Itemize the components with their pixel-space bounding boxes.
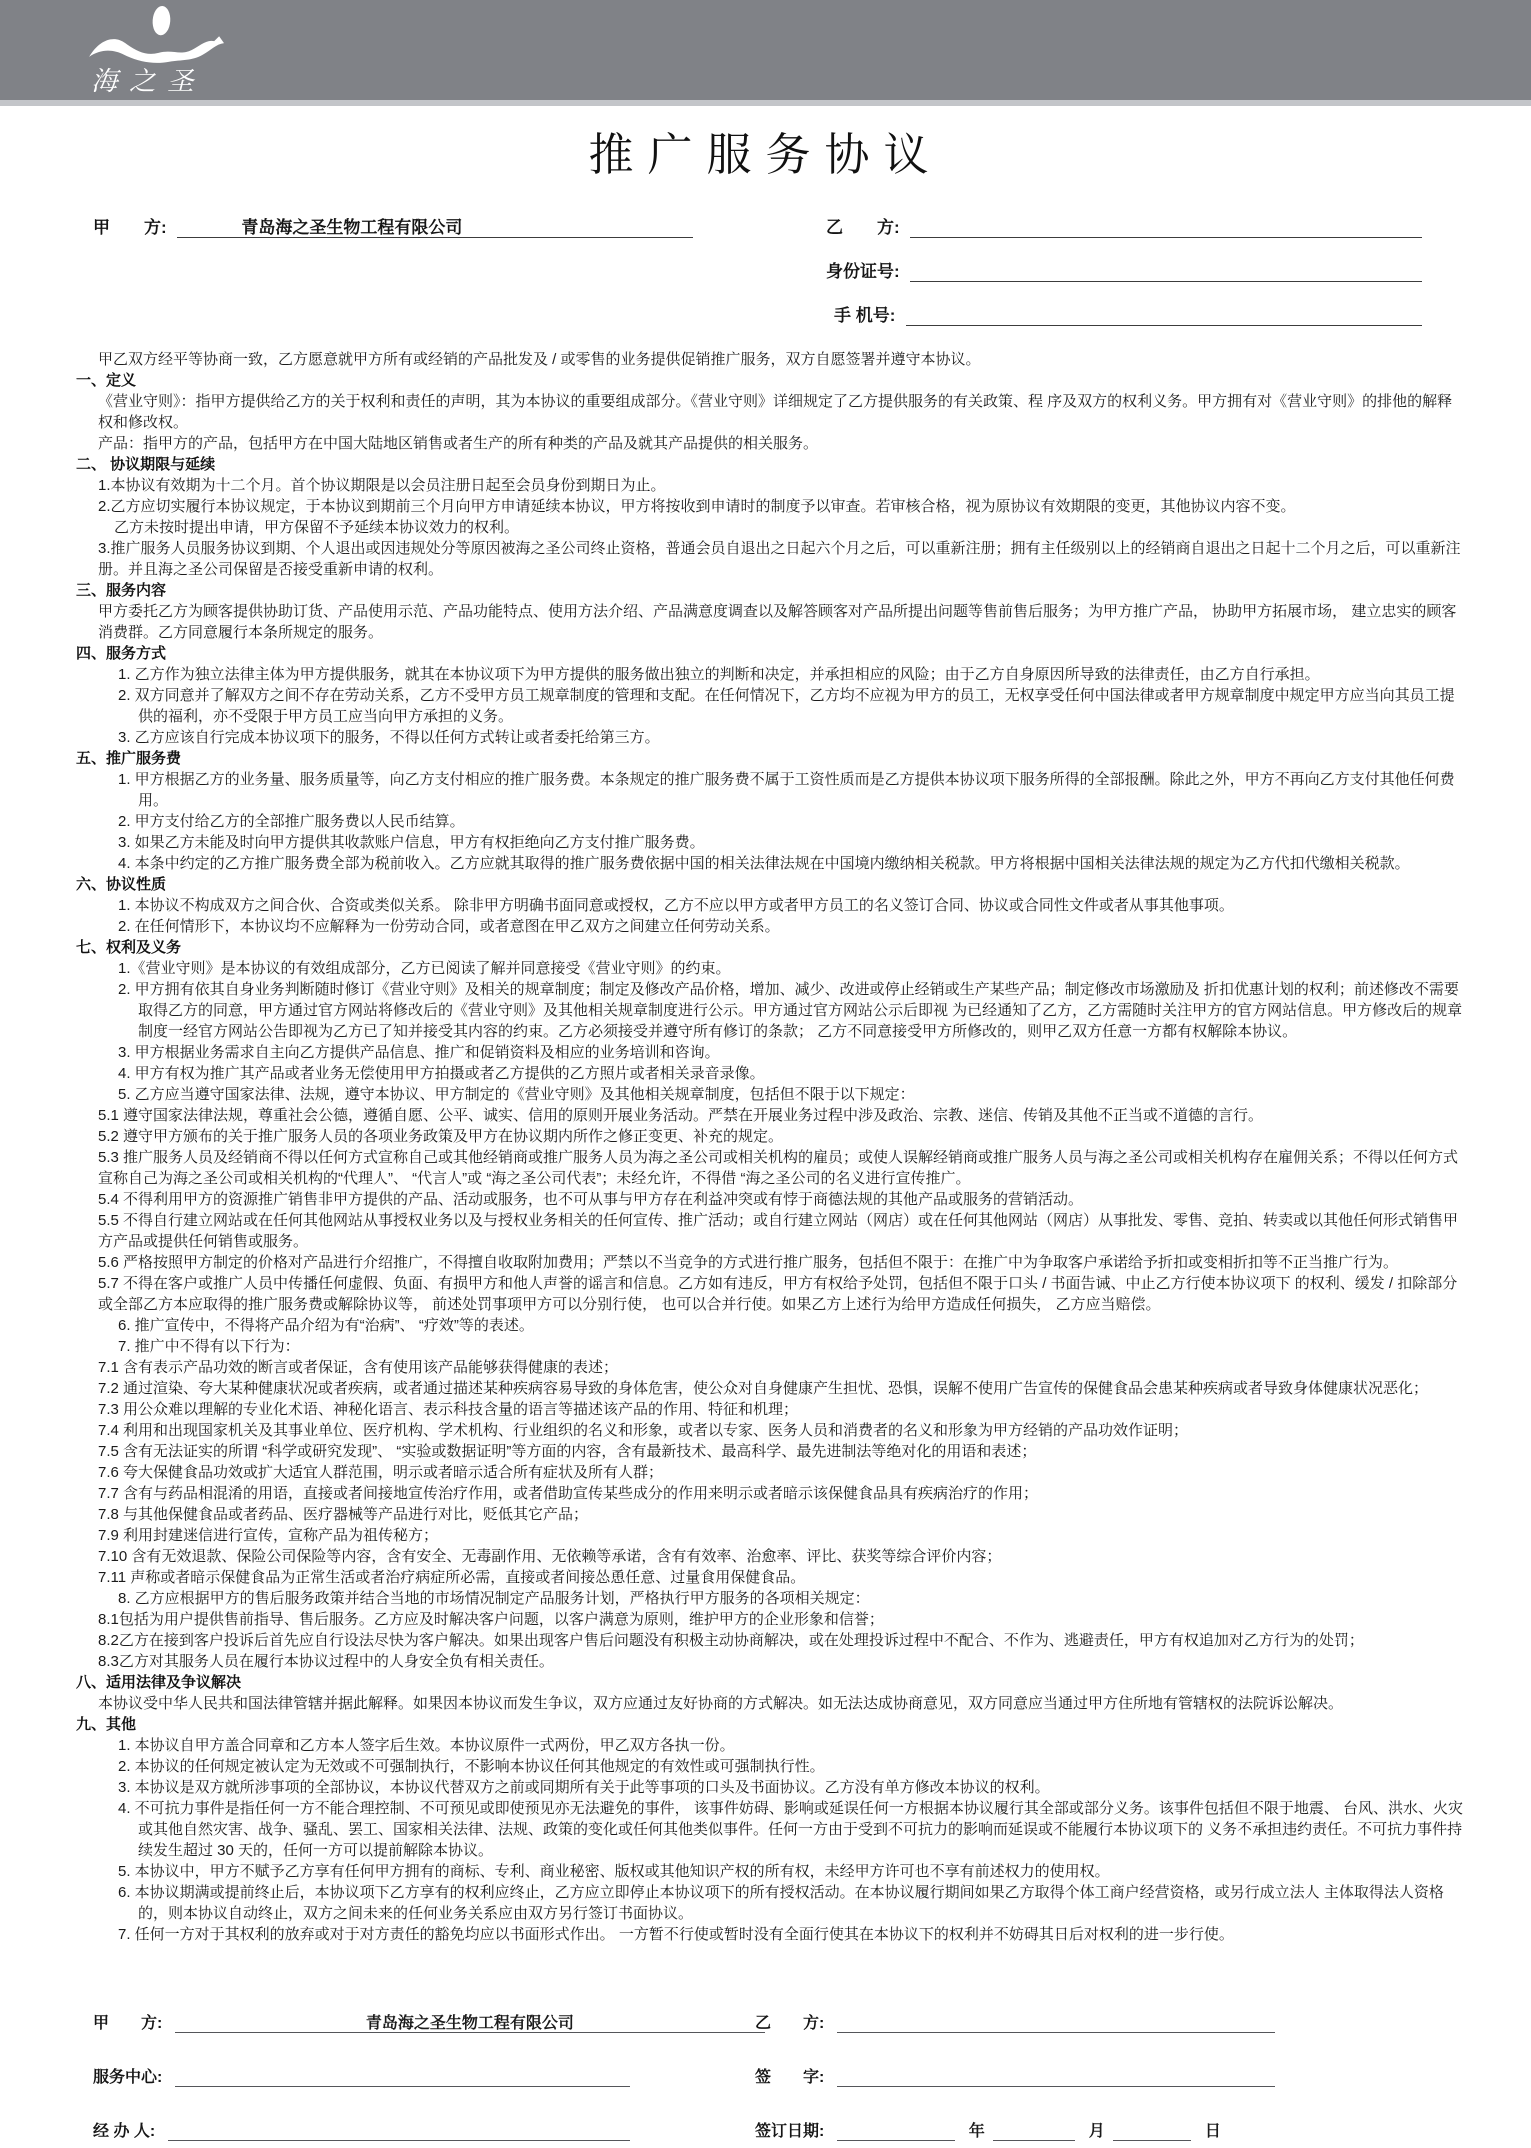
footer-party-a-label: 甲 方: (93, 2015, 167, 2032)
contract-paragraph: 1.《营业守则》是本协议的有效组成部分，乙方已阅读了解并同意接受《营业守则》的约束。 (118, 960, 731, 977)
contract-paragraph: 3.推广服务人员服务协议到期、个人退出或因违规处分等原因被海之圣公司终止资格，普通会员自退出之日起六个月之后，可以重新注册；拥有主任级别以上的经销商自退出之日起十二个月之后，可以重新注册。并且海之圣公司保留是否接受重新申请的权利。 (98, 540, 1461, 578)
phone-number-line (906, 301, 1422, 326)
section-heading: 二、 协议期限与延续 (76, 456, 216, 473)
contract-paragraph: 7.10 含有无效退款、保险公司保险等内容，含有安全、无毒副作用、无依赖等承诺，含有有效率、治愈率、评比、获奖等综合评价内容； (98, 1548, 1002, 1565)
contract-paragraph: 7.5 含有无法证实的所谓 “科学或研究发现”、 “实验或数据证明”等方面的内容，含有最新技术、最高科学、最先进制法等绝对化的用语和表述； (98, 1443, 1037, 1460)
section-heading: 五、推广服务费 (76, 750, 182, 767)
contract-paragraph: 7.8 与其他保健食品或者药品、医疗器械等产品进行对比，贬低其它产品； (98, 1506, 589, 1523)
id-number-field (826, 257, 1422, 282)
party-a-line (177, 213, 693, 238)
contract-paragraph: 3. 乙方应该自行完成本协议项下的服务，不得以任何方式转让或者委托给第三方。 (118, 729, 660, 746)
section-heading: 一、定义 (76, 372, 137, 389)
contract-paragraph: 2. 本协议的任何规定被认定为无效或不可强制执行，不影响本协议任何其他规定的有效性或可强制执行性。 (118, 1758, 825, 1775)
contract-paragraph: 甲方委托乙方为顾客提供协助订货、产品使用示范、产品功能特点、使用方法介绍、产品满意度调查以及解答顾客对产品所提出问题等售前售后服务；为甲方推广产品， 协助甲方拓展市场， 建立忠实的顾客消费群。乙方同意履行本条所规定的服务。 (98, 603, 1457, 641)
signature-label: 签 字: (755, 2069, 829, 2086)
contract-paragraph: 2. 在任何情形下，本协议均不应解释为一份劳动合同，或者意图在甲乙双方之间建立任何劳动关系。 (118, 918, 780, 935)
signing-date-label: 签订日期: (755, 2123, 829, 2140)
phone-number-field (834, 301, 1422, 326)
party-info-block (0, 207, 1531, 341)
contract-paragraph: 7.7 含有与药品相混淆的用语，直接或者间接地宣传治疗作用，或者借助宣传某些成分的作用来明示或者暗示该保健食品具有疾病治疗的作用； (98, 1485, 1039, 1502)
contract-paragraph: 5.6 严格按照甲方制定的价格对产品进行介绍推广，不得擅自收取附加费用；严禁以不当竞争的方式进行推广服务，包括但不限于：在推广中为争取客户承诺给予折扣或变相折扣等不正当推广行为。 (98, 1254, 1399, 1271)
document-title: 推广服务协议 (588, 130, 943, 180)
section-heading: 六、协议性质 (76, 876, 167, 893)
contract-paragraph: 8.3乙方对其服务人员在履行本协议过程中的人身安全负有相关责任。 (98, 1653, 554, 1670)
contract-paragraph: 2.乙方应切实履行本协议规定，于本协议到期前三个月向甲方申请延续本协议，甲方将按收到申请时的制度予以审查。若审核合格，视为原协议有效期限的变更，其他协议内容不变。 (98, 498, 1296, 515)
contract-paragraph: 5. 乙方应当遵守国家法律、法规，遵守本协议、甲方制定的《营业守则》及其他相关规章制度，包括但不限于以下规定： (118, 1086, 915, 1103)
contract-paragraph: 1.本协议有效期为十二个月。首个协议期限是以会员注册日起至会员身份到期日为止。 (98, 477, 666, 494)
header-banner (0, 0, 1531, 106)
contract-paragraph: 1. 本协议不构成双方之间合伙、合资或类似关系。 除非甲方明确书面同意或授权，乙方不应以甲方或者甲方员工的名义签订合同、协议或合同性文件或者从事其他事项。 (118, 897, 1234, 914)
signature-line (837, 2064, 1275, 2087)
contract-paragraph: 8.1包括为用户提供售前指导、售后服务。乙方应及时解决客户问题，以客户满意为原则，维护甲方的企业形象和信誉； (98, 1611, 884, 1628)
contract-paragraph: 《营业守则》：指甲方提供给乙方的关于权利和责任的声明，其为本协议的重要组成部分。《营业守则》详细规定了乙方提供服务的有关政策、程 序及双方的权利义务。甲方拥有对《营业守则》的排他的解释权和修改权。 (98, 393, 1453, 431)
signature-field (755, 2064, 1275, 2087)
contract-paragraph: 5. 本协议中，甲方不赋予乙方享有任何甲方拥有的商标、专利、商业秘密、版权或其他知识产权的所有权，未经甲方许可也不享有前述权力的使用权。 (118, 1863, 1110, 1880)
section-heading: 九、其他 (76, 1716, 137, 1733)
footer-party-b-line (837, 2010, 1275, 2033)
contract-paragraph: 7.6 夸大保健食品功效或扩大适宜人群范围，明示或者暗示适合所有症状及所有人群； (98, 1464, 664, 1481)
contract-paragraph: 7. 推广中不得有以下行为： (118, 1338, 300, 1355)
service-center-label: 服务中心: (93, 2069, 167, 2086)
contract-paragraph: 7.11 声称或者暗示保健食品为正常生活或者治疗病症所必需，直接或者间接怂恿任意、过量食用保健食品。 (98, 1569, 806, 1586)
contract-paragraph: 3. 如果乙方未能及时向甲方提供其收款账户信息，甲方有权拒绝向乙方支付推广服务费。 (118, 834, 705, 851)
handler-field (93, 2118, 630, 2141)
section-heading: 八、适用法律及争议解决 (76, 1674, 242, 1691)
date-day-line (1113, 2118, 1191, 2141)
contract-paragraph: 7.4 利用和出现国家机关及其事业单位、医疗机构、学术机构、行业组织的名义和形象，或者以专家、医务人员和消费者的名义和形象为甲方经销的产品功效作证明； (98, 1422, 1189, 1439)
section-heading: 七、权利及义务 (76, 939, 182, 956)
contract-paragraph: 产品：指甲方的产品，包括甲方在中国大陆地区销售或者生产的所有种类的产品及就其产品提供的相关服务。 (98, 435, 819, 452)
contract-paragraph: 8.2乙方在接到客户投诉后首先应自行设法尽快为客户解决。如果出现客户售后问题没有积极主动协商解决，或在处理投诉过程中不配合、不作为、逃避责任，甲方有权追加对乙方行为的处罚； (98, 1632, 1364, 1649)
contract-paragraph: 7.2 通过渲染、夸大某种健康状况或者疾病，或者通过描述某种疾病容易导致的身体危害，使公众对自身健康产生担忧、恐惧，误解不使用广告宣传的保健食品会患某种疾病或者导致身体健康状况恶化； (98, 1380, 1429, 1397)
section-heading: 三、服务内容 (76, 582, 167, 599)
contract-paragraph: 5.2 遵守甲方颁布的关于推广服务人员的各项业务政策及甲方在协议期内所作之修正变更、补充的规定。 (98, 1128, 784, 1145)
party-a-field (93, 213, 693, 238)
month-unit-label: 月 (1088, 2123, 1105, 2140)
contract-paragraph: 7. 任何一方对于其权利的放弃或对于对方责任的豁免均应以书面形式作出。 一方暂不行使或暂时没有全面行使其在本协议下的权利并不妨碍其日后对权利的进一步行使。 (118, 1926, 1234, 1943)
contract-paragraph: 6. 推广宣传中，不得将产品介绍为有“治病”、 “疗效”等的表述。 (118, 1317, 534, 1334)
section-heading: 四、服务方式 (76, 645, 167, 662)
day-unit-label: 日 (1204, 2123, 1221, 2140)
contract-paragraph: 5.1 遵守国家法律法规，尊重社会公德，遵循自愿、公平、诚实、信用的原则开展业务活动。严禁在开展业务过程中涉及政治、宗教、迷信、传销及其他不正当或不道德的言行。 (98, 1107, 1264, 1124)
handler-label: 经 办 人: (93, 2123, 160, 2140)
phone-number-label: 手 机号: (834, 306, 901, 325)
contract-paragraph: 5.7 不得在客户或推广人员中传播任何虚假、负面、有损甲方和他人声誉的谣言和信息。乙方如有违反，甲方有权给予处罚，包括但不限于口头 / 书面告诫、中止乙方行使本协议项下 的权利、缓发 / 扣除部分或全部乙方本应取得的推广服务费或解除协议等， 前述处罚事项甲方可以分别行使， 也可以合并行使。如果乙方上述行为给甲方造成任何损失， 乙方应当赔偿。 (98, 1275, 1458, 1313)
contract-paragraph: 4. 不可抗力事件是指任何一方不能合理控制、不可预见或即使预见亦无法避免的事件， 该事件妨碍、影响或延误任何一方根据本协议履行其全部或部分义务。该事件包括但不限于地震、 台风、洪水、火灾或其他自然灾害、战争、骚乱、罢工、国家相关法律、法规、政策的变化或任何其他类似事件。任何一方由于受到不可抗力的影响而延误或不能履行本协议项下的 义务不承担违约责任。不可抗力事件持续发生超过 30 天的，任何一方可以提前解除本协议。 (118, 1800, 1464, 1859)
contract-body (0, 341, 1531, 2011)
contract-paragraph: 7.3 用公众难以理解的专业化术语、神秘化语言、表示科技含量的语言等描述该产品的作用、特征和机理； (98, 1401, 799, 1418)
footer-party-b-label: 乙 方: (755, 2015, 829, 2032)
party-b-field (826, 213, 1422, 238)
id-number-label: 身份证号: (826, 262, 905, 281)
contract-paragraph: 3. 本协议是双方就所涉事项的全部协议，本协议代替双方之前或同期所有关于此等事项的口头及书面协议。乙方没有单方修改本协议的权利。 (118, 1779, 1050, 1796)
footer-party-a-field (93, 2010, 765, 2033)
contract-paragraph: 8. 乙方应根据甲方的售后服务政策并结合当地的市场情况制定产品服务计划，严格执行甲方服务的各项相关规定： (118, 1590, 870, 1607)
contract-paragraph: 7.9 利用封建迷信进行宣传，宣称产品为祖传秘方； (98, 1527, 439, 1544)
contract-paragraph: 6. 本协议期满或提前终止后，本协议项下乙方享有的权利应终止，乙方应立即停止本协议项下的所有授权活动。在本协议履行期间如果乙方取得个体工商户经营资格，或另行成立法人 主体取得法人资格的，则本协议自动终止，双方之间未来的任何业务关系应由双方另行签订书面协议。 (118, 1884, 1444, 1922)
party-b-line (910, 213, 1422, 238)
logo-text: 海之圣 (91, 67, 206, 98)
id-number-line (910, 257, 1422, 282)
signing-date-field (755, 2118, 1275, 2141)
contract-paragraph: 4. 甲方有权为推广其产品或者业务无偿使用甲方拍摄或者乙方提供的乙方照片或者相关录音录像。 (118, 1065, 765, 1082)
year-unit-label: 年 (968, 2123, 985, 2140)
contract-paragraph: 2. 甲方支付给乙方的全部推广服务费以人民币结算。 (118, 813, 465, 830)
contract-paragraph: 2. 双方同意并了解双方之间不存在劳动关系，乙方不受甲方员工规章制度的管理和支配。在任何情况下，乙方均不应视为甲方的员工，无权享受任何中国法律或者甲方规章制度中规定甲方应当向其员工提供的福利，亦不受限于甲方员工应当向甲方承担的义务。 (118, 687, 1455, 725)
signature-footer (0, 2010, 1531, 2144)
footer-party-b-field (755, 2010, 1275, 2033)
party-a-value: 青岛海之圣生物工程有限公司 (241, 218, 463, 237)
handler-line (168, 2118, 630, 2141)
party-b-label: 乙 方: (826, 218, 905, 237)
contract-paragraph: 7.1 含有表示产品功效的断言或者保证，含有使用该产品能够获得健康的表述； (98, 1359, 619, 1376)
haizhisheng-logo-icon (52, 0, 267, 98)
service-center-line (175, 2064, 630, 2087)
contract-paragraph: 5.3 推广服务人员及经销商不得以任何方式宣称自己或其他经销商或推广服务人员为海之圣公司或相关机构的雇员；或使人误解经销商或推广服务人员与海之圣公司或相关机构存在雇佣关系；不得以任何方式宣称自己为海之圣公司或相关机构的“代理人”、 “代言人”或 “海之圣公司代表”；未经允许，不得借 “海之圣公司的名义进行宣传推广。 (98, 1149, 1459, 1187)
party-a-label: 甲 方: (93, 218, 172, 237)
contract-paragraph: 甲乙双方经平等协商一致，乙方愿意就甲方所有或经销的产品批发及 / 或零售的业务提供促销推广服务，双方自愿签署并遵守本协议。 (98, 351, 981, 368)
date-year-line (837, 2118, 955, 2141)
footer-party-a-line (175, 2010, 765, 2033)
contract-paragraph: 乙方未按时提出申请，甲方保留不予延续本协议效力的权利。 (114, 519, 520, 536)
service-center-field (93, 2064, 630, 2087)
date-month-line (993, 2118, 1075, 2141)
contract-paragraph: 1. 甲方根据乙方的业务量、服务质量等，向乙方支付相应的推广服务费。本条规定的推广服务费不属于工资性质而是乙方提供本协议项下服务所得的全部报酬。除此之外，甲方不再向乙方支付其他任何费用。 (118, 771, 1455, 809)
contract-paragraph: 本协议受中华人民共和国法律管辖并据此解释。如果因本协议而发生争议，双方应通过友好协商的方式解决。如无法达成协商意见，双方同意应当通过甲方住所地有管辖权的法院诉讼解决。 (98, 1695, 1344, 1712)
contract-paragraph: 1. 本协议自甲方盖合同章和乙方本人签字后生效。本协议原件一式两份，甲乙双方各执一份。 (118, 1737, 735, 1754)
contract-paragraph: 5.5 不得自行建立网站或在任何其他网站从事授权业务以及与授权业务相关的任何宣传、推广活动；或自行建立网站（网店）或在任何其他网站（网店）从事批发、零售、竞拍、转卖或以其他任何形式销售甲方产品或提供任何销售或服务。 (98, 1212, 1459, 1250)
contract-paragraph: 4. 本条中约定的乙方推广服务费全部为税前收入。乙方应就其取得的推广服务费依据中国的相关法律法规在中国境内缴纳相关税款。甲方将根据中国相关法律法规的规定为乙方代扣代缴相关税款。 (118, 855, 1410, 872)
contract-paragraph: 2. 甲方拥有依其自身业务判断随时修订《营业守则》及相关的规章制度；制定及修改产品价格，增加、减少、改进或停止经销或生产某些产品；制定修改市场激励及 折扣优惠计划的权利；前述修改不需要取得乙方的同意，甲方通过官方网站将修改后的《营业守则》及其他相关规章制度进行公示。甲方通过官方网站公示后即视 为已经通知了乙方，乙方需随时关注甲方的官方网站信息。甲方修改后的规章制度一经官方网站公告即视为乙方已了知并接受其内容的约束。乙方必须接受并遵守所有修订的条款； 乙方不同意接受甲方所修改的，则甲乙双方任意一方都有权解除本协议。 (118, 981, 1463, 1040)
contract-paragraph: 1. 乙方作为独立法律主体为甲方提供服务，就其在本协议项下为甲方提供的服务做出独立的判断和决定，并承担相应的风险；由于乙方自身原因所导致的法律责任，由乙方自行承担。 (118, 666, 1320, 683)
contract-paragraph: 5.4 不得利用甲方的资源推广销售非甲方提供的产品、活动或服务，也不可从事与甲方存在利益冲突或有悖于商德法规的其他产品或服务的营销活动。 (98, 1191, 1084, 1208)
contract-paragraph: 3. 甲方根据业务需求自主向乙方提供产品信息、推广和促销资料及相应的业务培训和咨询。 (118, 1044, 720, 1061)
footer-party-a-value: 青岛海之圣生物工程有限公司 (365, 2015, 574, 2032)
